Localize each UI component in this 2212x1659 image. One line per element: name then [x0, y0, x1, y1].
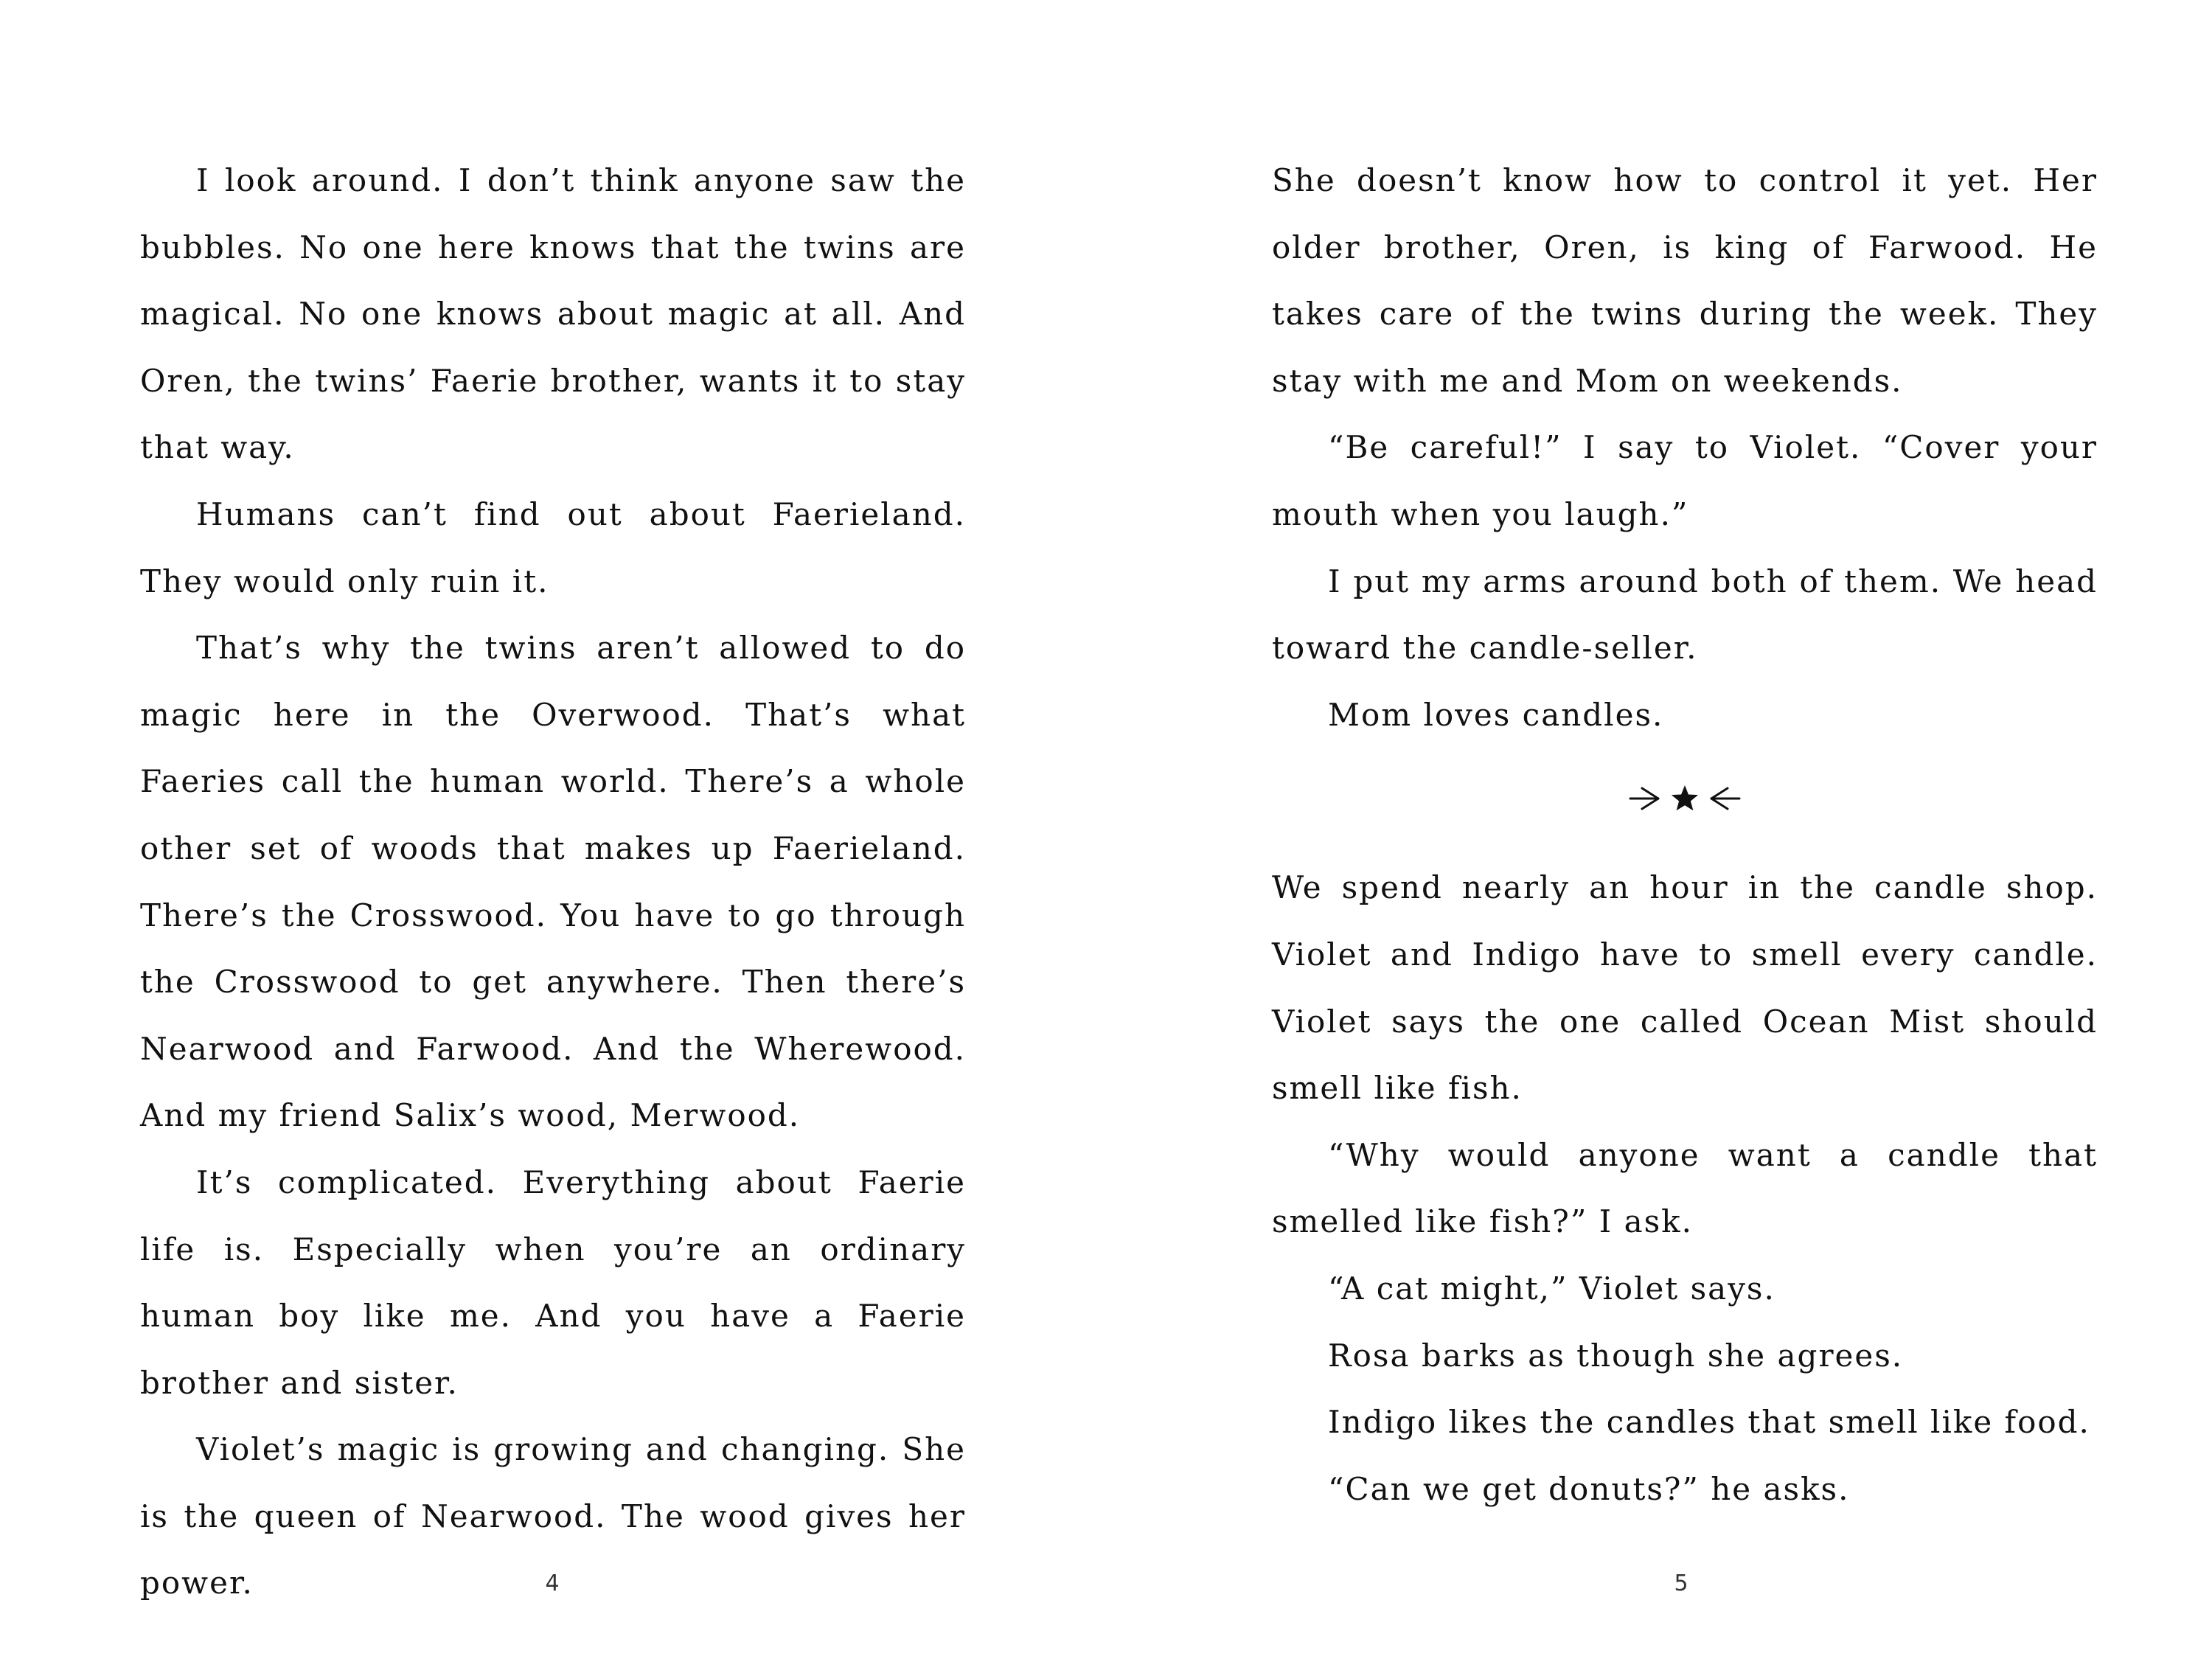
paragraph: She doesn’t know how to control it yet. Her older brother, Oren, is king of Farwood. He takes care of the twins during the week. They stay with me and Mom on weekends.	[1272, 162, 2098, 399]
paragraph: Mom loves candles.	[1328, 696, 1664, 733]
arrow-star-arrow-ornament-icon	[1626, 780, 1744, 817]
paragraph: “A cat might,” Violet says.	[1328, 1270, 1775, 1307]
paragraph: Violet’s magic is growing and changing. She is the queen of Nearwood. The wood gives her power.	[140, 1431, 966, 1601]
paragraph: Humans can’t find out about Faerieland. They would only ruin it.	[140, 495, 966, 599]
paragraph: “Be careful!” I say to Violet. “Cover your mouth when you laugh.”	[1272, 429, 2098, 532]
paragraph: I put my arms around both of them. We head toward the candle-seller.	[1272, 563, 2098, 667]
paragraph: Indigo likes the candles that smell like food.	[1328, 1404, 2090, 1441]
right-page-text	[1272, 147, 2098, 1523]
paragraph: “Why would anyone want a candle that smelled like fish?” I ask.	[1272, 1136, 2098, 1240]
paragraph: Rosa barks as though she agrees.	[1328, 1337, 1904, 1374]
section-break	[1272, 742, 2098, 855]
left-page-text	[140, 147, 966, 1617]
paragraph: I look around. I don’t think anyone saw the bubbles. No one here knows that the twins are magical. No one knows about magic at all. And Oren, the twins’ Faerie brother, wants it to stay that way.	[140, 162, 966, 466]
page-number: 5	[1674, 1571, 1688, 1596]
paragraph: We spend nearly an hour in the candle shop. Violet and Indigo have to smell every candle. Violet says the one called Ocean Mist should smell like fish.	[1272, 869, 2098, 1107]
page-number: 4	[545, 1571, 560, 1596]
paragraph: That’s why the twins aren’t allowed to do magic here in the Overwood. That’s what Faeries call the human world. There’s a whole other set of woods that makes up Faerieland. There’s the Crosswood. You have to go through the Crosswood to get anywhere. Then there’s Nearwood and Farwood. And the Wherewood. And my friend Salix’s wood, Merwood.	[140, 630, 966, 1134]
paragraph: It’s complicated. Everything about Faerie life is. Especially when you’re an ordinary human boy like me. And you have a Faerie brother and sister.	[140, 1164, 966, 1401]
paragraph: “Can we get donuts?” he asks.	[1328, 1470, 1850, 1507]
right-page	[1106, 0, 2212, 1659]
